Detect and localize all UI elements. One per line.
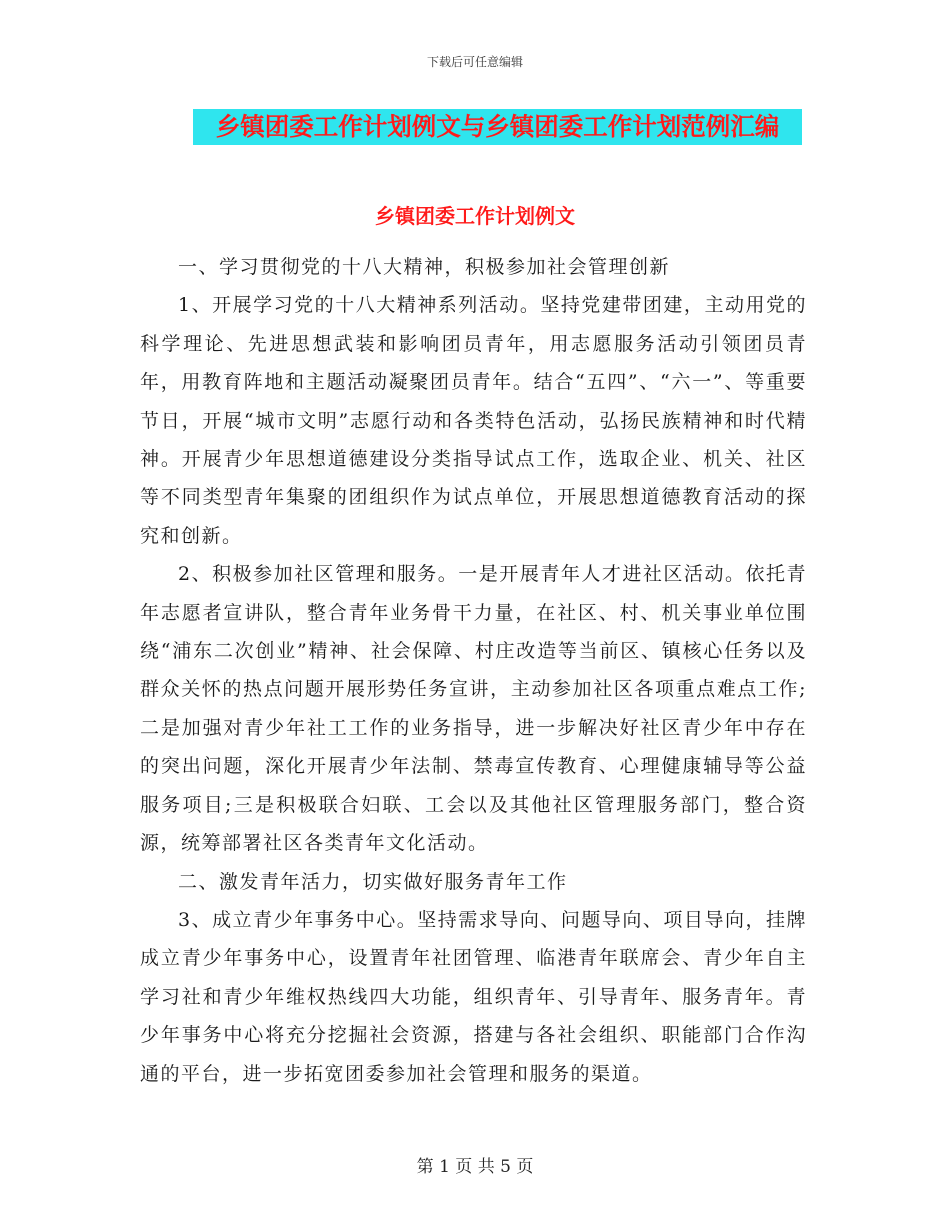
body-paragraph-1: 1、开展学习党的十八大精神系列活动。坚持党建带团建，主动用党的科学理论、先进思想武装和影响团员青年，用志愿服务活动引领团员青年，用教育阵地和主题活动凝聚团员青年。结合“五四”、“六一”、等重要节日，开展“城市文明”志愿行动和各类特色活动，弘扬民族精神和时代精神。开展青少年思想道德建设分类指导试点工作，选取企业、机关、社区等不同类型青年集聚的团组织作为试点单位，开展思想道德教育活动的探究和创新。 — [140, 294, 807, 547]
page-footer: 第 1 页 共 5 页 — [416, 1157, 534, 1177]
section-title: 乡镇团委工作计划例文 — [375, 204, 575, 228]
heading-paragraph-2: 二、激发青年活力，切实做好服务青年工作 — [178, 870, 568, 893]
header-note: 下载后可任意编辑 — [426, 55, 523, 69]
document-title: 乡镇团委工作计划例文与乡镇团委工作计划范例汇编 — [193, 109, 802, 145]
body-paragraph-2: 2、积极参加社区管理和服务。一是开展青年人才进社区活动。依托青年志愿者宣讲队，整合青年业务骨干力量，在社区、村、机关事业单位围绕“浦东二次创业”精神、社会保障、村庄改造等当前区、镇核心任务以及群众关怀的热点问题开展形势任务宣讲，主动参加社区各项重点难点工作;二是加强对青少年社工工作的业务指导，进一步解决好社区青少年中存在的突出问题，深化开展青少年法制、禁毒宣传教育、心理健康辅导等公益服务项目;三是积极联合妇联、工会以及其他社区管理服务部门，整合资源，统筹部署社区各类青年文化活动。 — [140, 563, 807, 855]
body-paragraph-3: 3、成立青少年事务中心。坚持需求导向、问题导向、项目导向，挂牌成立青少年事务中心，设置青年社团管理、临港青年联席会、青少年自主学习社和青少年维权热线四大功能，组织青年、引导青年、服务青年。青少年事务中心将充分挖掘社会资源，搭建与各社会组织、职能部门合作沟通的平台，进一步拓宽团委参加社会管理和服务的渠道。 — [140, 908, 807, 1085]
document-body — [140, 248, 807, 1093]
heading-paragraph-1: 一、学习贯彻党的十八大精神，积极参加社会管理创新 — [178, 256, 671, 278]
